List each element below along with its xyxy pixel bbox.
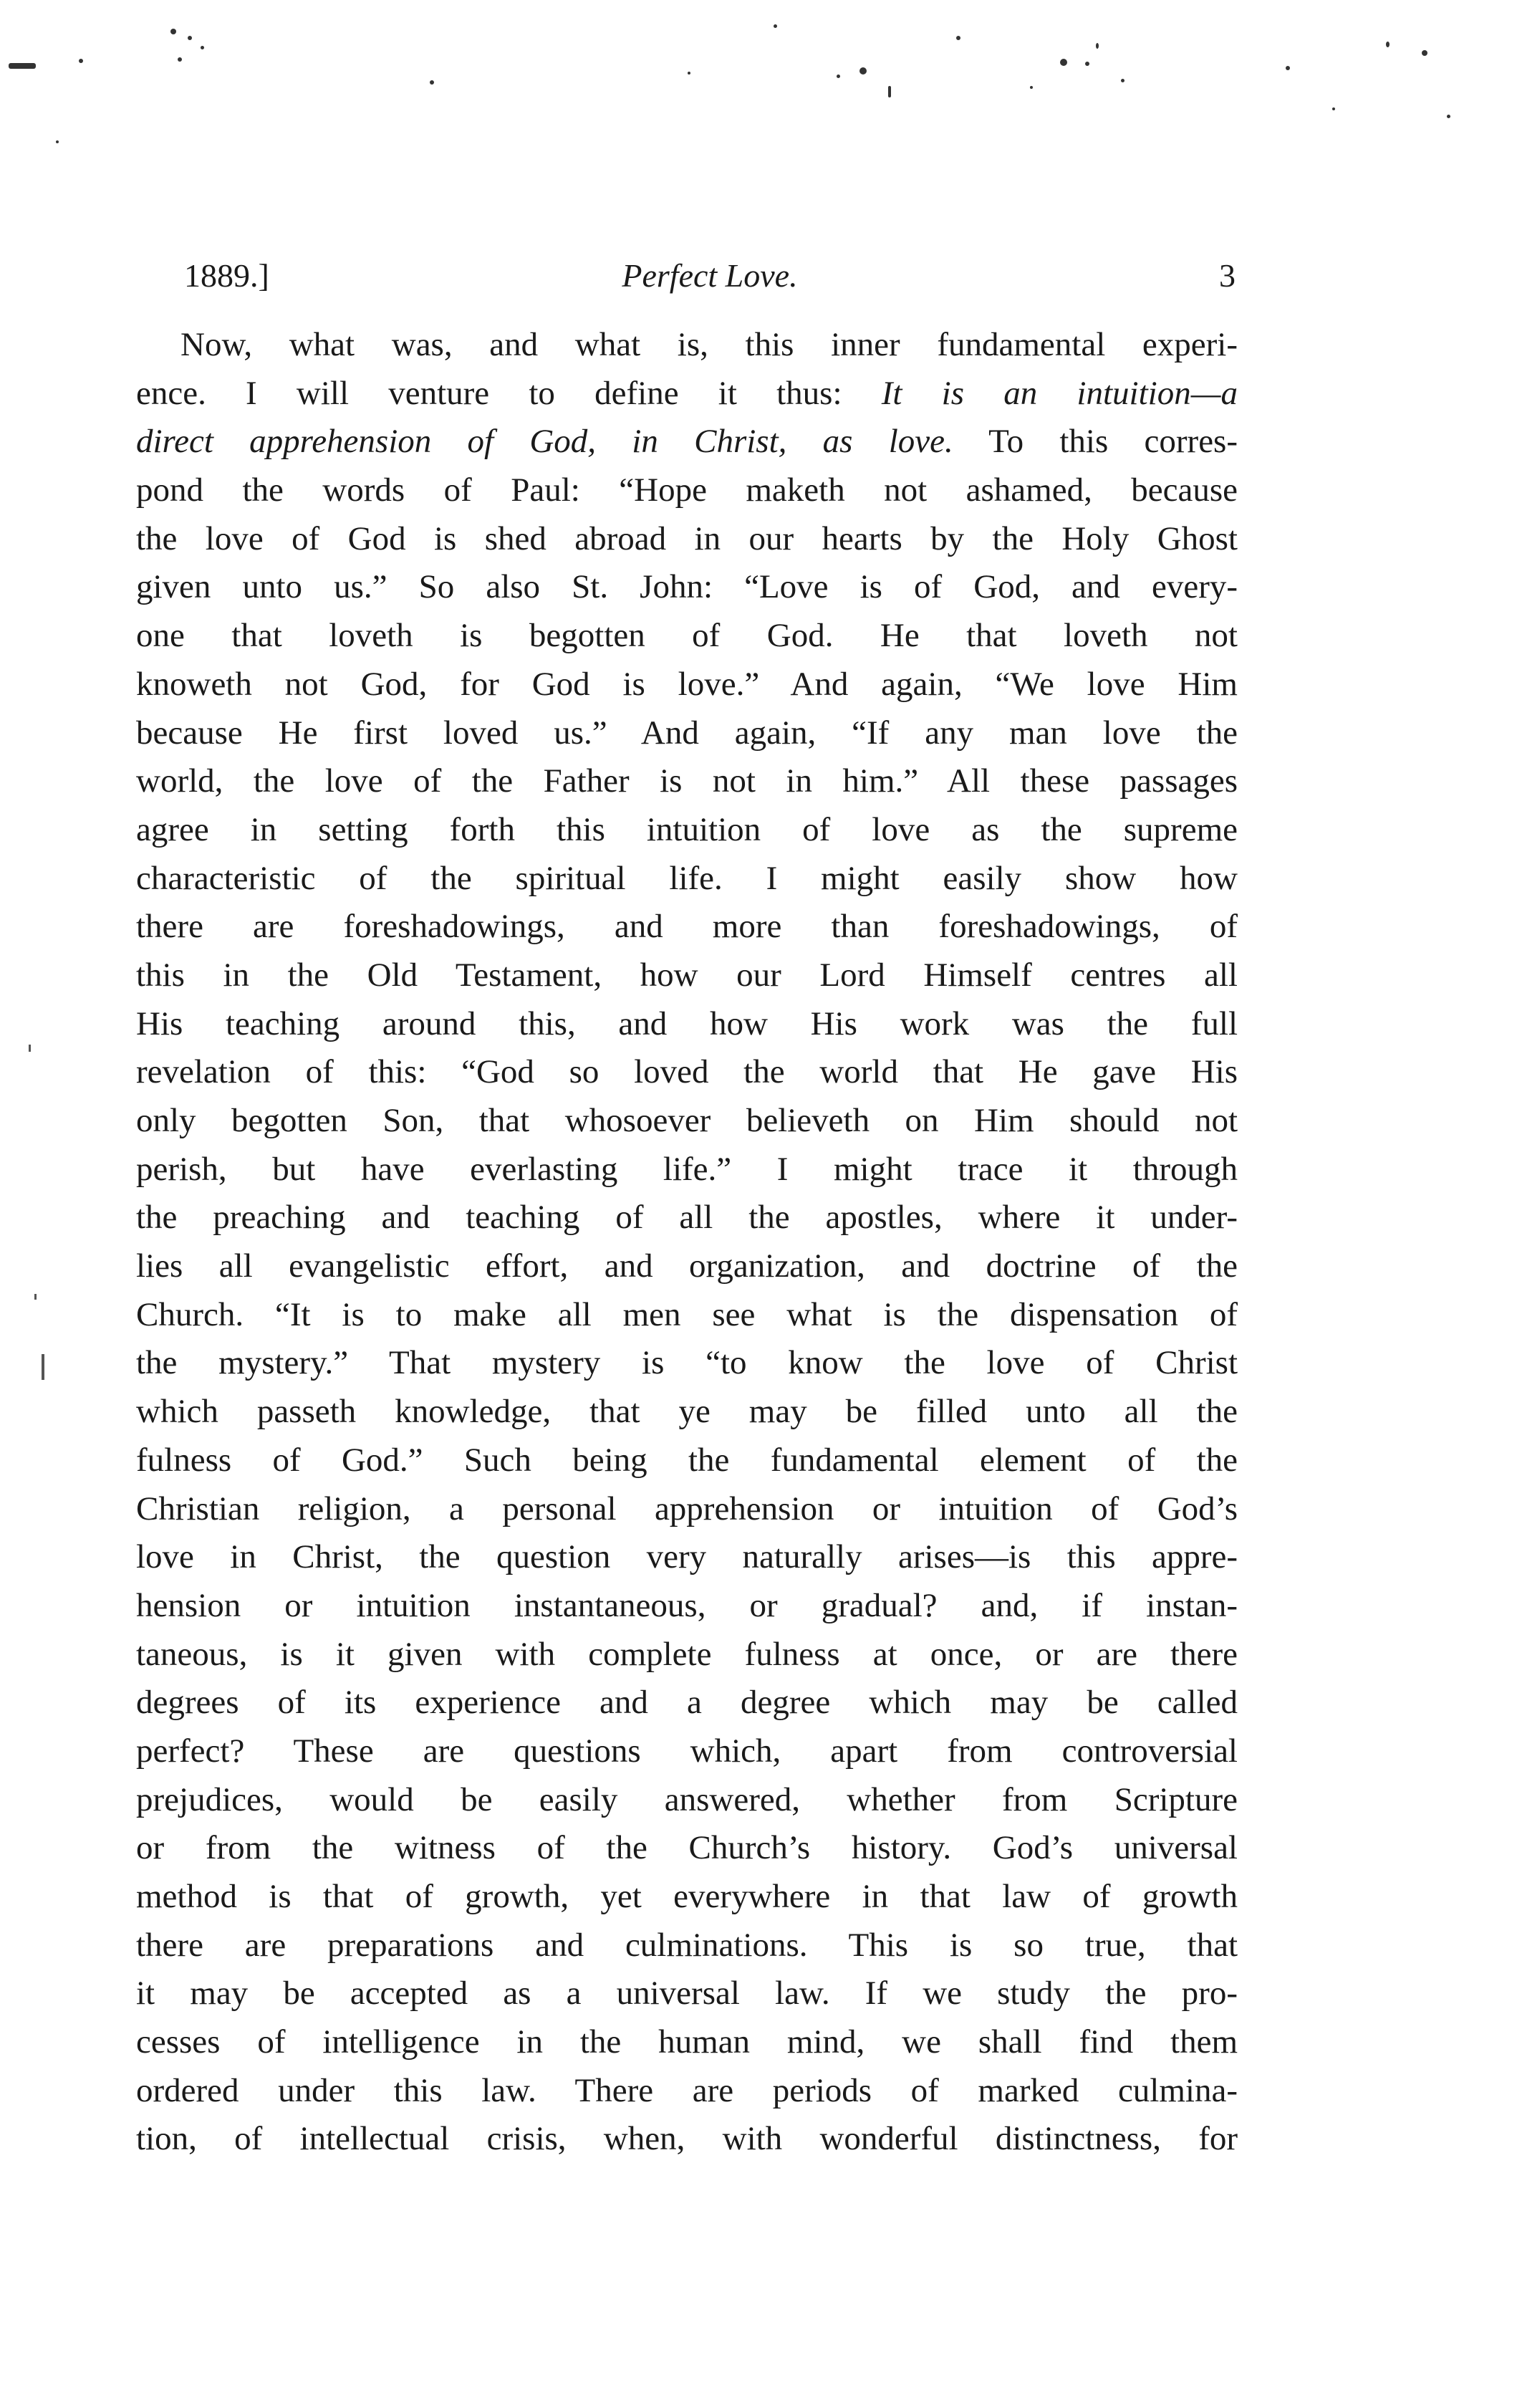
text-line: revelation of this: “God so loved the world that He gave His: [136, 1053, 1238, 1091]
text-line: His teaching around this, and how His work was the full: [136, 1004, 1238, 1042]
text-line: there are foreshadowings, and more than foreshadowings, of: [136, 908, 1238, 946]
text-line-mixed: [136, 370, 1238, 418]
text-line: because He first loved us.” And again, “If any man love the: [136, 714, 1238, 752]
margin-mark: [34, 1294, 37, 1300]
text-line: Christian religion, a personal apprehension or intuition of God’s: [136, 1490, 1238, 1527]
margin-mark: [29, 1045, 31, 1052]
text-line: only begotten Son, that whosoever believeth on Him should not: [136, 1102, 1238, 1139]
text-span: ence. I will venture to define it thus:: [136, 374, 882, 412]
text-line-mixed: [136, 418, 1238, 466]
text-line: taneous, is it given with complete fulness at once, or are there: [136, 1635, 1238, 1673]
running-header: [184, 254, 1236, 297]
header-year: 1889.]: [184, 257, 269, 294]
text-line: method is that of growth, yet everywhere in that law of growth: [136, 1878, 1238, 1915]
body-paragraph: [136, 321, 1238, 2164]
text-line: characteristic of the spiritual life. I might easily show how: [136, 859, 1238, 897]
text-line: pond the words of Paul: “Hope maketh not ashamed, because: [136, 471, 1238, 509]
text-line: lies all evangelistic effort, and organization, and doctrine of the: [136, 1247, 1238, 1285]
text-line: hension or intuition instantaneous, or gradual? and, if instan-: [136, 1586, 1238, 1624]
text-line: Church. “It is to make all men see what is the dispensation of: [136, 1295, 1238, 1333]
scan-noise: [0, 0, 1517, 158]
italic-span: It is an intuition—a: [881, 374, 1238, 412]
text-line: given unto us.” So also St. John: “Love is of God, and every-: [136, 568, 1238, 606]
text-line: perfect? These are questions which, apart from controversial: [136, 1732, 1238, 1770]
text-line: fulness of God.” Such being the fundamental element of the: [136, 1441, 1238, 1479]
text-line: degrees of its experience and a degree which may be called: [136, 1684, 1238, 1722]
text-line: it may be accepted as a universal law. If we study the pro-: [136, 1975, 1238, 2013]
text-line: there are preparations and culminations. This is so true, that: [136, 1926, 1238, 1964]
page-number: 3: [1219, 257, 1236, 294]
text-line: world, the love of the Father is not in him.” All these passages: [136, 762, 1238, 800]
text-span: To this corres-: [953, 423, 1238, 461]
text-line: knoweth not God, for God is love.” And again, “We love Him: [136, 665, 1238, 703]
margin-mark: [42, 1354, 44, 1380]
text-line: which passeth knowledge, that ye may be filled unto all the: [136, 1393, 1238, 1431]
text-line: prejudices, would be easily answered, whether from Scripture: [136, 1780, 1238, 1818]
text-line: love in Christ, the question very naturally arises—is this appre-: [136, 1538, 1238, 1576]
text-line: this in the Old Testament, how our Lord Himself centres all: [136, 956, 1238, 994]
text-line: ordered under this law. There are periods of marked culmina-: [136, 2071, 1238, 2109]
text-line: the mystery.” That mystery is “to know the love of Christ: [136, 1344, 1238, 1382]
text-line: or from the witness of the Church’s history. God’s universal: [136, 1829, 1238, 1867]
text-line: tion, of intellectual crisis, when, with wonderful distinctness, for: [136, 2120, 1238, 2158]
text-line: one that loveth is begotten of God. He that loveth not: [136, 617, 1238, 655]
text-line: the preaching and teaching of all the apostles, where it under-: [136, 1199, 1238, 1237]
text-line: agree in setting forth this intuition of love as the supreme: [136, 810, 1238, 848]
text-line: the love of God is shed abroad in our hearts by the Holy Ghost: [136, 519, 1238, 557]
text-line: perish, but have everlasting life.” I might trace it through: [136, 1150, 1238, 1188]
italic-span: direct apprehension of God, in Christ, as love.: [136, 423, 953, 461]
text-line: cesses of intelligence in the human mind, we shall find them: [136, 2023, 1238, 2061]
header-title: Perfect Love.: [622, 257, 798, 294]
text-line: Now, what was, and what is, this inner fundamental experi-: [180, 326, 1238, 363]
